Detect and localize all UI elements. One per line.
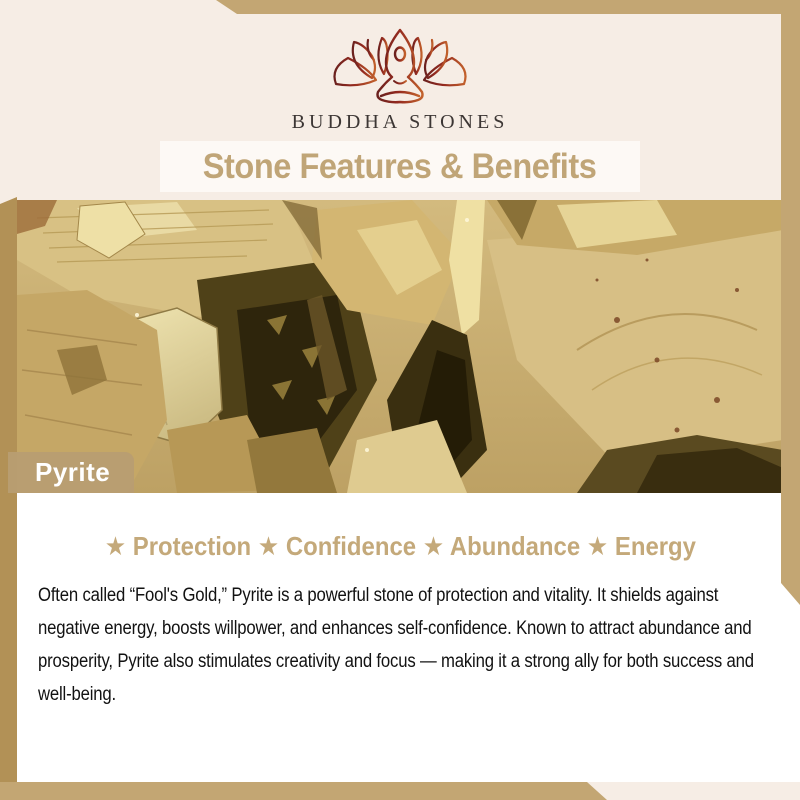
- benefits-line: [0, 530, 800, 562]
- stone-name-label: Pyrite: [35, 457, 111, 487]
- title-banner: [160, 141, 640, 192]
- stone-name-badge: [8, 452, 134, 493]
- page-title: Stone Features & Benefits: [203, 146, 597, 186]
- top-accent-bar: [0, 0, 800, 14]
- right-accent-band: [781, 0, 800, 605]
- benefits-text: ★ Protection ★ Confidence ★ Abundance ★ Energy: [104, 531, 696, 561]
- stone-description: Often called “Fool's Gold,” Pyrite is a powerful stone of protection and vitality. It shields against negative energy, boosts willpower, and enhances self-confidence. Known to attract abundance and prosperity, Pyrite also stimulates creativity and focus — making it a strong ally for both success and well-being.: [38, 585, 754, 705]
- lotus-logo-icon: [328, 26, 472, 108]
- brand-name: BUDDHA STONES: [291, 111, 509, 133]
- pyrite-photo: [17, 200, 783, 493]
- bottom-accent-bar: [0, 782, 607, 800]
